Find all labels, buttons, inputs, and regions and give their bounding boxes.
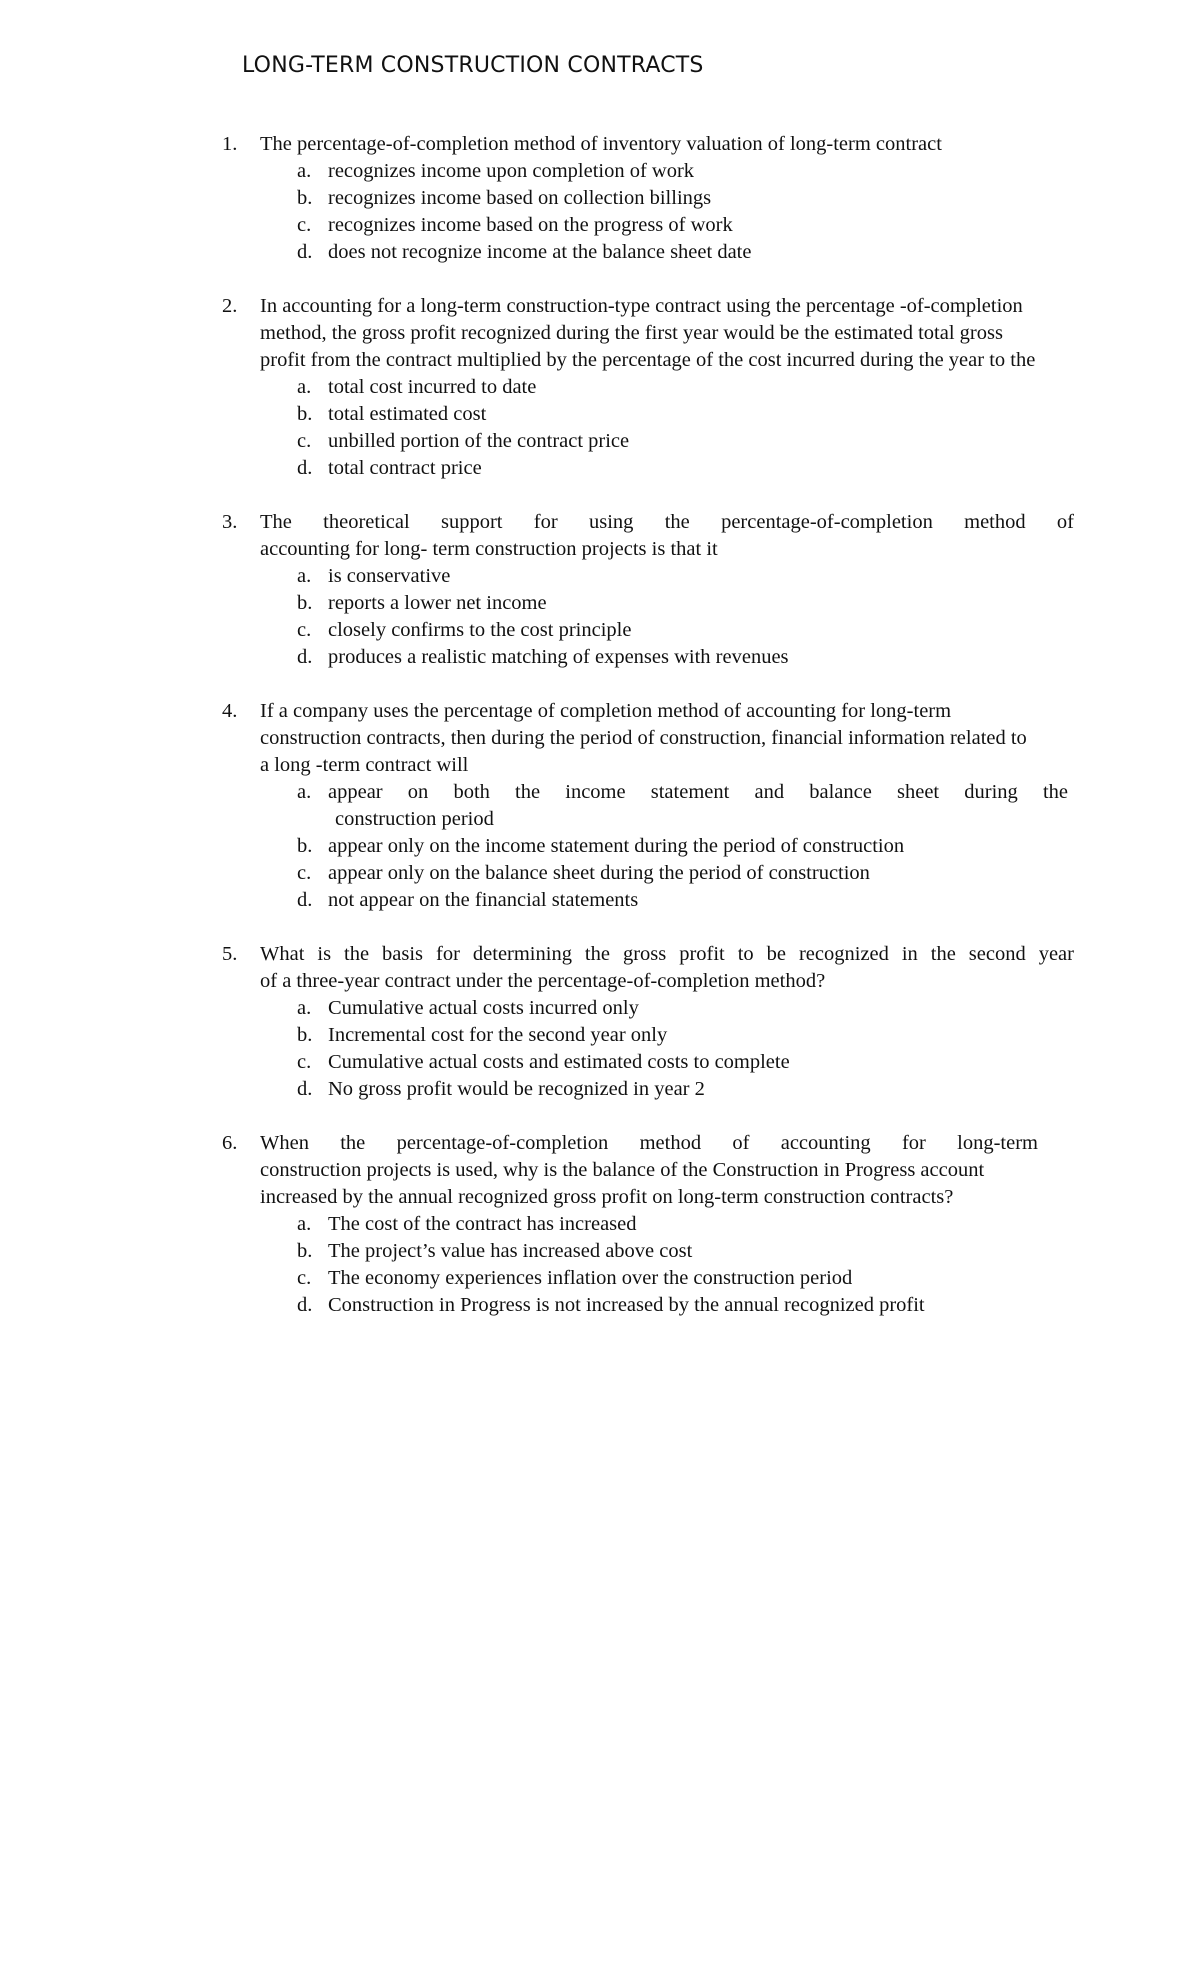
question-text	[260, 941, 1074, 995]
choice-a	[297, 995, 1074, 1022]
choice-b	[297, 1022, 1074, 1049]
choice-list	[260, 1211, 1074, 1319]
choice-letter: a.	[297, 1213, 312, 1235]
choice-text	[328, 779, 1068, 833]
choice-c	[297, 428, 1074, 455]
choice-d	[297, 887, 1074, 914]
choice-letter: b.	[297, 403, 313, 425]
question-2	[222, 293, 1074, 482]
choice-text-line: construction period	[335, 808, 494, 830]
question-number: 5.	[222, 943, 238, 965]
question-number: 4.	[222, 700, 238, 722]
choice-letter: a.	[297, 565, 312, 587]
choice-text: appear only on the balance sheet during the period of construction	[328, 862, 870, 884]
choice-text: Incremental cost for the second year only	[328, 1024, 668, 1046]
choice-text: No gross profit would be recognized in year 2	[328, 1078, 705, 1100]
choice-d	[297, 239, 1074, 266]
question-number: 1.	[222, 133, 238, 155]
choice-text: The project’s value has increased above cost	[328, 1240, 693, 1262]
choice-d	[297, 455, 1074, 482]
choice-list	[260, 158, 1074, 266]
choice-list	[260, 374, 1074, 482]
choice-text: does not recognize income at the balance sheet date	[328, 241, 752, 263]
choice-text: The economy experiences inflation over the construction period	[328, 1267, 853, 1289]
choice-c	[297, 1049, 1074, 1076]
choice-c	[297, 212, 1074, 239]
question-list	[222, 131, 1074, 1346]
question-text-line: What is the basis for determining the gross profit to be recognized in the second year	[260, 943, 1074, 965]
question-number: 6.	[222, 1132, 238, 1154]
choice-letter: c.	[297, 1051, 312, 1073]
choice-c	[297, 1265, 1074, 1292]
choice-text: Cumulative actual costs and estimated costs to complete	[328, 1051, 790, 1073]
choice-letter: c.	[297, 1267, 312, 1289]
choice-letter: d.	[297, 457, 313, 479]
choice-b	[297, 401, 1074, 428]
choice-a	[297, 1211, 1074, 1238]
choice-text: recognizes income based on the progress of work	[328, 214, 733, 236]
question-3	[222, 509, 1074, 671]
choice-text-line: appear on both the income statement and balance sheet during the	[328, 781, 1068, 803]
choice-text: closely confirms to the cost principle	[328, 619, 632, 641]
choice-a	[297, 563, 1074, 590]
choice-letter: a.	[297, 376, 312, 398]
choice-letter: c.	[297, 862, 312, 884]
choice-a	[297, 374, 1074, 401]
choice-text: Cumulative actual costs incurred only	[328, 997, 639, 1019]
question-text-line: of a three-year contract under the percentage-of-completion method?	[260, 970, 826, 992]
choice-letter: d.	[297, 241, 313, 263]
choice-text: total cost incurred to date	[328, 376, 537, 398]
choice-text: reports a lower net income	[328, 592, 547, 614]
choice-a	[297, 779, 1074, 833]
choice-b	[297, 590, 1074, 617]
question-number: 3.	[222, 511, 238, 533]
choice-list	[260, 779, 1074, 914]
question-text-line: The theoretical support for using the percentage-of-completion method of	[260, 511, 1074, 533]
choice-letter: c.	[297, 214, 312, 236]
question-text	[260, 1130, 1038, 1211]
choice-b	[297, 185, 1074, 212]
question-6	[222, 1130, 1074, 1319]
question-text: The percentage-of-completion method of inventory valuation of long-term contract	[260, 133, 942, 155]
choice-text: unbilled portion of the contract price	[328, 430, 630, 452]
question-text-line: accounting for long- term construction projects is that it	[260, 538, 718, 560]
choice-text: is conservative	[328, 565, 451, 587]
choice-letter: b.	[297, 1024, 313, 1046]
choice-d	[297, 1292, 1074, 1319]
question-text-line: construction projects is used, why is the balance of the Construction in Progress account increased by the annual recognized gross profit on long-term construction contracts?	[260, 1159, 985, 1208]
choice-letter: d.	[297, 1078, 313, 1100]
choice-text: total contract price	[328, 457, 482, 479]
choice-text: recognizes income upon completion of work	[328, 160, 695, 182]
choice-letter: b.	[297, 835, 313, 857]
question-4	[222, 698, 1074, 914]
choice-letter: c.	[297, 430, 312, 452]
choice-d	[297, 1076, 1074, 1103]
choice-text: recognizes income based on collection billings	[328, 187, 712, 209]
choice-letter: d.	[297, 1294, 313, 1316]
choice-text: Construction in Progress is not increased by the annual recognized profit	[328, 1294, 925, 1316]
question-text: In accounting for a long-term construction-type contract using the percentage -of-completion method, the gross profit recognized during the first year would be the estimated total gross profit from the contract multiplied by the percentage of the cost incurred during the year to the	[260, 295, 1036, 371]
choice-letter: c.	[297, 619, 312, 641]
choice-letter: b.	[297, 187, 313, 209]
page-title: LONG-TERM CONSTRUCTION CONTRACTS	[242, 53, 704, 78]
question-text: If a company uses the percentage of completion method of accounting for long-term construction contracts, then during the period of construction, financial information related to a long -term contract will	[260, 700, 1027, 776]
question-text-line: When the percentage-of-completion method of accounting for long-term	[260, 1132, 1038, 1154]
question-text	[260, 509, 1074, 563]
choice-list	[260, 995, 1074, 1103]
choice-b	[297, 1238, 1074, 1265]
choice-text: produces a realistic matching of expenses with revenues	[328, 646, 789, 668]
choice-letter: b.	[297, 1240, 313, 1262]
choice-c	[297, 617, 1074, 644]
choice-a	[297, 158, 1074, 185]
question-1	[222, 131, 1074, 266]
choice-letter: d.	[297, 646, 313, 668]
choice-text: not appear on the financial statements	[328, 889, 639, 911]
question-5	[222, 941, 1074, 1103]
choice-letter: d.	[297, 889, 313, 911]
choice-text: appear only on the income statement during the period of construction	[328, 835, 905, 857]
choice-letter: a.	[297, 781, 312, 803]
choice-text: The cost of the contract has increased	[328, 1213, 637, 1235]
choice-b	[297, 833, 1074, 860]
choice-c	[297, 860, 1074, 887]
choice-letter: b.	[297, 592, 313, 614]
choice-text: total estimated cost	[328, 403, 487, 425]
choice-letter: a.	[297, 997, 312, 1019]
choice-d	[297, 644, 1074, 671]
choice-letter: a.	[297, 160, 312, 182]
question-number: 2.	[222, 295, 238, 317]
choice-list	[260, 563, 1074, 671]
